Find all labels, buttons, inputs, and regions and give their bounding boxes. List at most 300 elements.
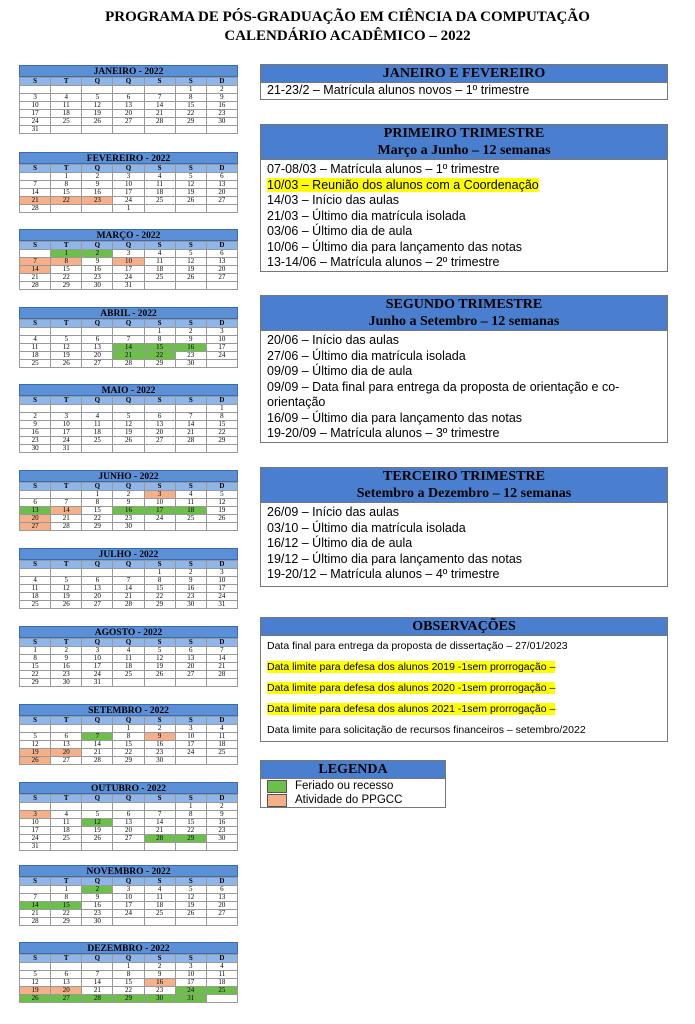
day-cell	[51, 405, 82, 413]
day-cell: 25	[206, 987, 237, 995]
day-cell: 17	[20, 110, 51, 118]
panel-title: TERCEIRO TRIMESTRE	[383, 469, 545, 484]
day-cell: 9	[82, 258, 113, 266]
day-cell	[175, 282, 206, 290]
legend-label: Atividade do PPGCC	[295, 794, 403, 806]
day-cell	[206, 282, 237, 290]
panel-line: 14/03 – Início das aulas	[267, 193, 400, 207]
day-cell: 28	[175, 437, 206, 445]
obs-line	[261, 657, 667, 678]
weekday-header: Q	[113, 165, 144, 173]
obs-line	[261, 720, 667, 741]
day-cell: 20	[144, 429, 175, 437]
day-cell: 21	[51, 515, 82, 523]
day-cell: 3	[206, 328, 237, 336]
month-grid	[19, 396, 238, 453]
day-cell: 13	[175, 655, 206, 663]
panel-line: 27/06 – Último dia matrícula isolada	[267, 348, 466, 363]
day-cell: 9	[51, 655, 82, 663]
day-cell: 17	[175, 979, 206, 987]
day-cell: 11	[20, 585, 51, 593]
day-cell: 31	[206, 601, 237, 609]
weekday-header: D	[206, 320, 237, 328]
day-cell: 27	[51, 995, 82, 1003]
day-cell: 21	[20, 910, 51, 918]
day-cell: 2	[113, 491, 144, 499]
day-cell: 26	[82, 835, 113, 843]
day-cell: 26	[20, 995, 51, 1003]
panel-title: PRIMEIRO TRIMESTRE	[383, 126, 545, 141]
day-cell: 20	[51, 987, 82, 995]
weekday-header: S	[144, 78, 175, 86]
day-cell: 2	[206, 803, 237, 811]
weekday-header: D	[206, 717, 237, 725]
day-cell: 3	[20, 94, 51, 102]
day-cell: 20	[175, 663, 206, 671]
day-cell: 3	[175, 725, 206, 733]
day-cell: 16	[175, 344, 206, 352]
day-cell	[113, 918, 144, 926]
weekday-header: Q	[82, 242, 113, 250]
weekday-header: S	[20, 717, 51, 725]
month-calendar	[19, 307, 238, 368]
weekday-header: S	[20, 639, 51, 647]
day-cell: 22	[113, 987, 144, 995]
day-cell: 2	[82, 886, 113, 894]
panel-line: 07-08/03 – Matrícula alunos – 1º trimestre	[267, 162, 500, 176]
day-cell: 5	[175, 173, 206, 181]
day-cell	[82, 328, 113, 336]
weekday-header: T	[51, 78, 82, 86]
day-cell: 6	[82, 577, 113, 585]
weekday-header: T	[51, 639, 82, 647]
day-cell: 23	[20, 437, 51, 445]
weekday-header: T	[51, 165, 82, 173]
day-cell: 5	[206, 491, 237, 499]
day-cell: 29	[175, 835, 206, 843]
month-grid	[19, 319, 238, 368]
weekday-header: Q	[113, 320, 144, 328]
panel-title: OBSERVAÇÕES	[261, 618, 667, 636]
day-cell: 28	[20, 205, 51, 213]
weekday-header: T	[51, 717, 82, 725]
day-cell	[144, 282, 175, 290]
day-cell: 17	[206, 344, 237, 352]
document-title	[0, 8, 695, 46]
day-cell: 31	[20, 843, 51, 851]
day-cell: 7	[20, 258, 51, 266]
day-cell: 29	[175, 118, 206, 126]
day-cell: 16	[175, 585, 206, 593]
month-title: NOVEMBRO - 2022	[19, 865, 238, 877]
day-cell: 3	[113, 173, 144, 181]
day-cell: 6	[113, 811, 144, 819]
panel-line: 21/03 – Último dia matrícula isolada	[267, 208, 466, 223]
weekday-header: D	[206, 78, 237, 86]
weekday-header: Q	[82, 878, 113, 886]
day-cell: 17	[113, 902, 144, 910]
day-cell: 14	[144, 819, 175, 827]
panel-line: 13-14/06 – Matrícula alunos – 2º trimestre	[267, 255, 500, 269]
month-title: JUNHO - 2022	[19, 470, 238, 482]
day-cell	[144, 205, 175, 213]
month-title: OUTUBRO - 2022	[19, 782, 238, 794]
day-cell: 2	[51, 647, 82, 655]
day-cell: 26	[51, 360, 82, 368]
weekday-header: Q	[113, 795, 144, 803]
green-swatch-icon	[267, 780, 287, 793]
day-cell: 29	[51, 918, 82, 926]
day-cell: 11	[113, 655, 144, 663]
day-cell	[113, 126, 144, 134]
day-cell	[51, 491, 82, 499]
day-cell: 9	[82, 181, 113, 189]
month-title: FEVEREIRO - 2022	[19, 152, 238, 164]
day-cell: 22	[20, 671, 51, 679]
day-cell: 30	[144, 757, 175, 765]
day-cell: 15	[113, 741, 144, 749]
day-cell: 25	[20, 360, 51, 368]
panel-line: 16/09 – Último dia para lançamento das notas	[267, 410, 523, 425]
month-title: JANEIRO - 2022	[19, 65, 238, 77]
day-cell	[206, 918, 237, 926]
day-cell: 8	[175, 94, 206, 102]
day-cell: 30	[175, 601, 206, 609]
weekday-header: S	[175, 483, 206, 491]
day-cell	[82, 445, 113, 453]
day-cell: 16	[113, 507, 144, 515]
day-cell: 27	[113, 835, 144, 843]
day-cell: 8	[144, 336, 175, 344]
day-cell: 14	[82, 979, 113, 987]
day-cell: 4	[20, 577, 51, 585]
day-cell	[144, 803, 175, 811]
panel-line: 21-23/2 – Matrícula alunos novos – 1º trimestre	[267, 83, 530, 97]
day-cell: 8	[144, 577, 175, 585]
day-cell: 14	[20, 189, 51, 197]
day-cell: 2	[144, 725, 175, 733]
day-cell: 17	[51, 429, 82, 437]
day-cell: 19	[82, 110, 113, 118]
day-cell: 29	[20, 679, 51, 687]
day-cell: 15	[144, 585, 175, 593]
month-calendar	[19, 384, 238, 453]
day-cell: 5	[51, 577, 82, 585]
day-cell: 14	[113, 344, 144, 352]
day-cell: 11	[144, 181, 175, 189]
day-cell: 13	[51, 979, 82, 987]
day-cell: 6	[20, 499, 51, 507]
day-cell	[82, 205, 113, 213]
month-title: JULHO - 2022	[19, 548, 238, 560]
panel-janeiro-fevereiro	[260, 64, 668, 100]
day-cell: 14	[113, 585, 144, 593]
day-cell: 10	[175, 733, 206, 741]
day-cell: 2	[144, 963, 175, 971]
month-title: SETEMBRO - 2022	[19, 704, 238, 716]
day-cell: 9	[144, 733, 175, 741]
day-cell: 11	[144, 258, 175, 266]
obs-text-highlighted: Data limite para defesa dos alunos 2020 -1sem prorrogação –	[267, 682, 556, 694]
day-cell: 9	[206, 811, 237, 819]
month-calendar	[19, 470, 238, 531]
day-cell: 21	[113, 593, 144, 601]
day-cell: 22	[51, 274, 82, 282]
day-cell: 11	[206, 733, 237, 741]
weekday-header: S	[20, 165, 51, 173]
legend-label: Feriado ou recesso	[295, 780, 394, 792]
day-cell	[206, 523, 237, 531]
day-cell: 17	[144, 507, 175, 515]
day-cell: 15	[175, 819, 206, 827]
day-cell	[144, 918, 175, 926]
weekday-header: Q	[82, 639, 113, 647]
day-cell: 18	[20, 352, 51, 360]
weekday-header: T	[51, 878, 82, 886]
weekday-header: S	[20, 955, 51, 963]
day-cell: 18	[20, 593, 51, 601]
day-cell: 11	[82, 421, 113, 429]
day-cell: 26	[175, 274, 206, 282]
day-cell	[206, 995, 237, 1003]
month-grid	[19, 560, 238, 609]
day-cell	[51, 328, 82, 336]
month-calendar	[19, 704, 238, 765]
month-calendar	[19, 865, 238, 926]
day-cell: 30	[82, 918, 113, 926]
day-cell: 20	[113, 110, 144, 118]
day-cell: 10	[113, 181, 144, 189]
day-cell: 21	[206, 663, 237, 671]
day-cell: 13	[51, 741, 82, 749]
day-cell: 1	[82, 491, 113, 499]
day-cell	[20, 173, 51, 181]
day-cell: 18	[51, 827, 82, 835]
month-grid	[19, 482, 238, 531]
day-cell: 14	[20, 266, 51, 274]
day-cell	[82, 803, 113, 811]
weekday-header: D	[206, 878, 237, 886]
day-cell	[51, 803, 82, 811]
weekday-header: Q	[82, 795, 113, 803]
weekday-header: S	[175, 878, 206, 886]
day-cell	[144, 679, 175, 687]
weekday-header: S	[144, 242, 175, 250]
weekday-header: Q	[113, 561, 144, 569]
day-cell: 24	[113, 197, 144, 205]
day-cell: 21	[82, 749, 113, 757]
day-cell: 22	[51, 910, 82, 918]
day-cell	[144, 126, 175, 134]
weekday-header: S	[20, 397, 51, 405]
day-cell: 11	[175, 499, 206, 507]
day-cell	[82, 569, 113, 577]
weekday-header: S	[20, 242, 51, 250]
day-cell: 19	[144, 663, 175, 671]
day-cell	[113, 679, 144, 687]
day-cell: 3	[113, 886, 144, 894]
day-cell: 20	[206, 902, 237, 910]
day-cell: 7	[175, 413, 206, 421]
day-cell: 21	[20, 274, 51, 282]
day-cell: 18	[82, 429, 113, 437]
weekday-header: S	[20, 561, 51, 569]
panel-line-highlighted: 10/03 – Reunião dos alunos com a Coordenação	[267, 177, 539, 192]
day-cell: 4	[144, 250, 175, 258]
day-cell: 16	[82, 902, 113, 910]
day-cell: 6	[51, 733, 82, 741]
month-title: MAIO - 2022	[19, 384, 238, 396]
month-calendar	[19, 229, 238, 290]
day-cell	[113, 803, 144, 811]
day-cell	[113, 569, 144, 577]
day-cell: 17	[175, 741, 206, 749]
weekday-header: S	[144, 397, 175, 405]
legend-item-atividade	[261, 793, 445, 807]
day-cell: 27	[175, 671, 206, 679]
day-cell	[51, 86, 82, 94]
weekday-header: Q	[82, 561, 113, 569]
day-cell	[20, 491, 51, 499]
day-cell: 2	[82, 250, 113, 258]
day-cell: 5	[175, 250, 206, 258]
day-cell: 19	[175, 266, 206, 274]
weekday-header: D	[206, 639, 237, 647]
day-cell: 16	[144, 741, 175, 749]
day-cell: 13	[82, 344, 113, 352]
day-cell: 6	[206, 250, 237, 258]
weekday-header: S	[144, 483, 175, 491]
day-cell: 9	[175, 577, 206, 585]
day-cell: 10	[113, 894, 144, 902]
day-cell: 26	[82, 118, 113, 126]
day-cell: 30	[144, 995, 175, 1003]
day-cell: 28	[51, 523, 82, 531]
weekday-header: S	[175, 795, 206, 803]
panel-subtitle: Setembro a Dezembro – 12 semanas	[356, 486, 572, 501]
day-cell: 10	[113, 258, 144, 266]
day-cell: 11	[51, 102, 82, 110]
day-cell: 31	[113, 282, 144, 290]
day-cell: 16	[82, 189, 113, 197]
month-calendar	[19, 548, 238, 609]
day-cell: 3	[175, 963, 206, 971]
day-cell: 30	[20, 445, 51, 453]
day-cell	[20, 250, 51, 258]
day-cell	[144, 523, 175, 531]
day-cell: 26	[206, 515, 237, 523]
day-cell: 1	[51, 173, 82, 181]
weekday-header: S	[144, 795, 175, 803]
day-cell: 31	[51, 445, 82, 453]
day-cell: 12	[175, 258, 206, 266]
day-cell	[20, 405, 51, 413]
obs-line	[261, 636, 667, 657]
day-cell: 18	[206, 979, 237, 987]
day-cell: 27	[113, 118, 144, 126]
day-cell: 28	[82, 757, 113, 765]
day-cell: 19	[175, 189, 206, 197]
day-cell: 17	[113, 266, 144, 274]
day-cell: 24	[20, 118, 51, 126]
weekday-header: Q	[113, 639, 144, 647]
day-cell: 8	[20, 655, 51, 663]
day-cell: 28	[144, 118, 175, 126]
day-cell: 24	[175, 749, 206, 757]
day-cell	[82, 963, 113, 971]
weekday-header: T	[51, 242, 82, 250]
day-cell: 2	[20, 413, 51, 421]
day-cell: 13	[206, 894, 237, 902]
day-cell: 23	[113, 515, 144, 523]
day-cell: 24	[51, 437, 82, 445]
weekday-header: S	[175, 78, 206, 86]
day-cell	[51, 126, 82, 134]
panel-subtitle: Junho a Setembro – 12 semanas	[368, 314, 560, 329]
day-cell: 24	[20, 835, 51, 843]
day-cell: 8	[82, 499, 113, 507]
weekday-header: T	[51, 795, 82, 803]
day-cell: 28	[113, 601, 144, 609]
weekday-header: D	[206, 483, 237, 491]
day-cell: 11	[206, 971, 237, 979]
day-cell: 3	[82, 647, 113, 655]
day-cell: 20	[113, 827, 144, 835]
day-cell	[20, 886, 51, 894]
weekday-header: S	[175, 955, 206, 963]
day-cell: 27	[206, 274, 237, 282]
month-grid	[19, 241, 238, 290]
day-cell: 1	[113, 725, 144, 733]
day-cell: 21	[175, 429, 206, 437]
day-cell	[175, 843, 206, 851]
panel-line: 16/12 – Último dia de aula	[267, 536, 413, 550]
day-cell: 4	[51, 811, 82, 819]
weekday-header: S	[20, 483, 51, 491]
day-cell: 20	[82, 593, 113, 601]
day-cell: 12	[82, 819, 113, 827]
day-cell: 11	[20, 344, 51, 352]
day-cell: 24	[82, 671, 113, 679]
day-cell	[175, 445, 206, 453]
legend	[260, 760, 446, 808]
day-cell: 7	[144, 811, 175, 819]
day-cell: 24	[113, 274, 144, 282]
weekday-header: S	[175, 561, 206, 569]
day-cell	[82, 86, 113, 94]
weekday-header: S	[144, 955, 175, 963]
day-cell: 29	[113, 995, 144, 1003]
day-cell: 5	[20, 733, 51, 741]
day-cell: 6	[175, 647, 206, 655]
panel-line: 09/09 – Último dia de aula	[267, 364, 413, 378]
weekday-header: S	[144, 561, 175, 569]
weekday-header: Q	[113, 483, 144, 491]
day-cell	[82, 126, 113, 134]
day-cell: 30	[82, 282, 113, 290]
day-cell: 6	[113, 94, 144, 102]
day-cell: 29	[144, 360, 175, 368]
day-cell: 22	[175, 110, 206, 118]
day-cell: 12	[113, 421, 144, 429]
day-cell: 1	[175, 803, 206, 811]
day-cell: 12	[144, 655, 175, 663]
day-cell	[82, 405, 113, 413]
day-cell: 4	[206, 725, 237, 733]
weekday-header: T	[51, 955, 82, 963]
day-cell: 1	[175, 86, 206, 94]
day-cell: 25	[175, 515, 206, 523]
